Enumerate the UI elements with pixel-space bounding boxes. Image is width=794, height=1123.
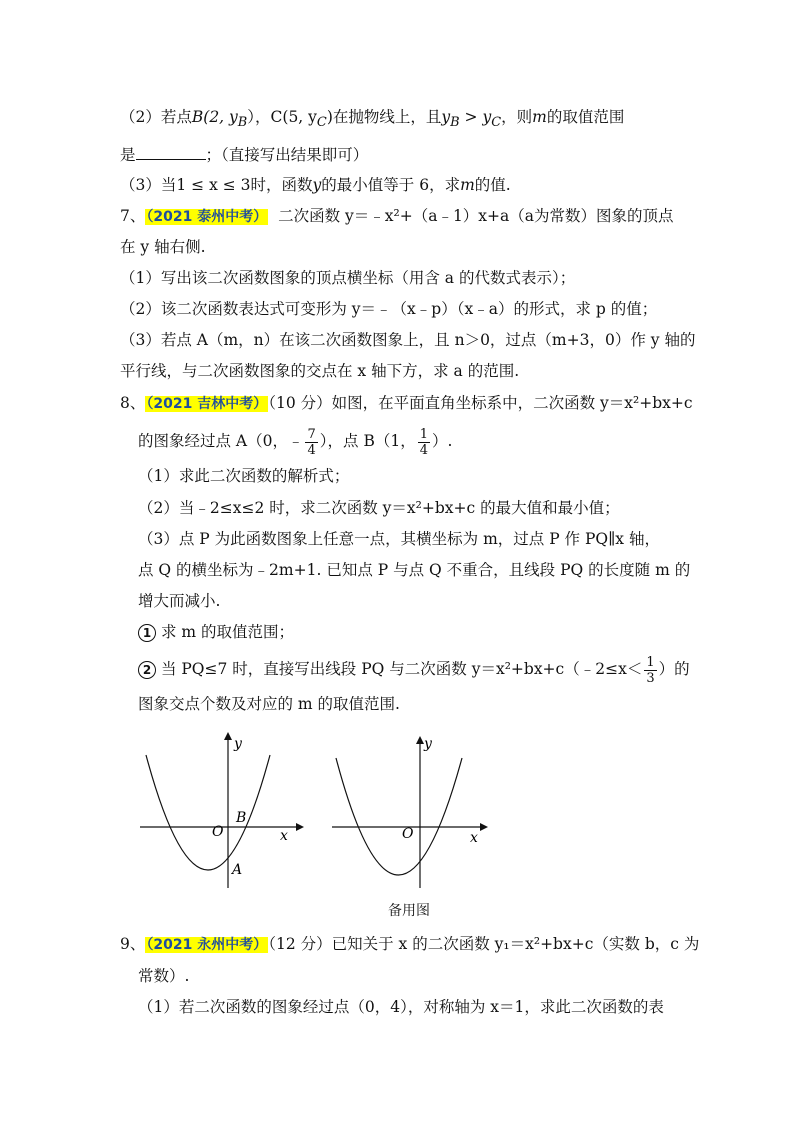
sub-b: B [237, 115, 248, 131]
text: 平行线，与二次函数图象的交点在 x 轴下方，求 a 的范围. [120, 362, 520, 380]
question-number: 8、 [120, 394, 146, 412]
text: （1）若二次函数的图象经过点（0，4），对称轴为 x＝1，求此二次函数的表 [138, 998, 664, 1016]
source-tag: （2021 吉林中考） [146, 396, 268, 412]
q7-part3a [120, 329, 695, 351]
y-axis-arrow-icon [224, 732, 232, 740]
text: 增大而减小. [138, 592, 221, 610]
figure-caption [388, 900, 430, 922]
text: 常数）. [138, 967, 190, 985]
label-origin: O [402, 826, 414, 842]
text: 的值. [474, 176, 511, 194]
text: 的最小值等于 6，求 [321, 176, 461, 194]
var-m: m [460, 176, 475, 194]
text: 在 y 轴右侧. [120, 238, 206, 256]
text: （10 分）如图，在平面直角坐标系中，二次函数 y＝x²+bx+c [268, 394, 693, 412]
q8-line1 [120, 392, 693, 415]
fraction [418, 427, 430, 458]
text: 求 m 的取值范围； [160, 623, 294, 641]
text: 的图象经过点 A（0，﹣ [138, 432, 304, 450]
sub: B [450, 115, 460, 131]
parabola-curve [336, 758, 462, 875]
text: （2）当﹣2≤x≤2 时，求二次函数 y＝x²+bx+c 的最大值和最小值； [138, 499, 620, 517]
text: （1）求此二次函数的解析式； [138, 467, 350, 485]
text: ）. [431, 432, 453, 450]
q8-line2 [138, 424, 452, 458]
label-x: x [280, 828, 288, 844]
caption-text: 备用图 [388, 903, 430, 919]
point-c: ），C(5, y [247, 108, 317, 126]
question-number: 7、 [120, 207, 146, 225]
numerator: 1 [419, 426, 428, 442]
q8-part2 [138, 497, 620, 519]
circled-one-icon: 1 [138, 624, 156, 642]
source-tag: （2021 泰州中考） [146, 209, 268, 225]
q7-line1 [120, 205, 674, 228]
label-x: x [470, 830, 478, 846]
denominator: 4 [307, 442, 316, 458]
label-point-b: B [236, 810, 247, 826]
q7-part2 [120, 298, 657, 320]
text: 二次函数 y＝﹣x²+（a﹣1）x+a（a为常数）图象的顶点 [278, 207, 674, 225]
fraction [644, 655, 656, 686]
q9-line2 [138, 965, 189, 987]
sub-c: C [316, 115, 327, 131]
text: （2）若点 [120, 108, 192, 126]
text: （1）写出该二次函数图象的顶点横坐标（用含 a 的代数式表示）； [120, 269, 576, 287]
text: （3）当1 ≤ x ≤ 3时，函数 [120, 176, 313, 194]
text: （3）点 P 为此函数图象上任意一点，其横坐标为 m，过点 P 作 PQ∥x 轴， [138, 530, 660, 548]
q9-part1 [138, 996, 664, 1018]
parabola-curve [146, 755, 270, 870]
var-m: m [532, 108, 547, 126]
x-axis-arrow-icon [296, 823, 304, 831]
q7-part3b [120, 360, 519, 382]
x-axis-arrow-icon [480, 823, 488, 831]
q8-part3c [138, 590, 220, 612]
ineq-gt: > y [459, 108, 492, 126]
denominator: 3 [646, 670, 655, 686]
sub: C [491, 115, 502, 131]
ineq-y: y [441, 108, 451, 126]
question-number: 9、 [120, 935, 146, 953]
q6-part2-line2 [120, 143, 368, 166]
text: 当 PQ≤7 时，直接写出线段 PQ 与二次函数 y＝x²+bx+c（﹣2≤x＜ [160, 660, 643, 678]
q8-sub1 [138, 621, 294, 643]
text: ），点 B（1， [319, 432, 416, 450]
circled-two-icon: 2 [138, 661, 156, 679]
label-y: y [424, 736, 432, 752]
text: ）的 [658, 660, 690, 678]
fraction [305, 427, 317, 458]
q9-line1 [120, 933, 699, 956]
q8-part3b [138, 559, 690, 581]
q7-part1 [120, 267, 575, 289]
parabola-figure-spare [330, 730, 500, 890]
text: （3）若点 A（m，n）在该二次函数图象上，且 n＞0，过点（m+3，0）作 y 轴的 [120, 331, 696, 349]
text: ，则 [501, 108, 533, 126]
text: 是 [120, 146, 136, 164]
q6-part2-line1 [120, 106, 624, 134]
text: 点 Q 的横坐标为﹣2m+1. 已知点 P 与点 Q 不重合，且线段 PQ 的长度随 m 的 [138, 561, 691, 579]
source-tag: （2021 永州中考） [146, 937, 268, 953]
text: 图象交点个数及对应的 m 的取值范围. [138, 695, 400, 713]
parabola-figure-main [138, 730, 308, 890]
y-axis-arrow-icon [416, 736, 424, 744]
label-point-a: A [232, 862, 243, 878]
text: （2）该二次函数表达式可变形为 y＝﹣（x﹣p）（x﹣a）的形式，求 p 的值； [120, 300, 658, 318]
text: )在抛物线上，且 [326, 108, 442, 126]
text: （12 分）已知关于 x 的二次函数 y₁＝x²+bx+c（实数 b，c 为 [268, 935, 700, 953]
denominator: 4 [419, 442, 428, 458]
q8-part1 [138, 465, 349, 487]
q8-sub2b [138, 693, 400, 715]
q6-part3 [120, 174, 511, 196]
answer-blank[interactable] [136, 143, 206, 160]
label-origin: O [212, 824, 224, 840]
numerator: 7 [307, 426, 316, 442]
q8-sub2 [138, 652, 690, 686]
text: ；（直接写出结果即可） [205, 146, 369, 164]
q8-part3a [138, 528, 660, 550]
var-y: y [312, 176, 322, 194]
point-b: B(2, y [191, 108, 238, 126]
numerator: 1 [646, 654, 655, 670]
text: 的取值范围 [546, 108, 625, 126]
label-y: y [234, 736, 242, 752]
q7-line2 [120, 236, 206, 258]
